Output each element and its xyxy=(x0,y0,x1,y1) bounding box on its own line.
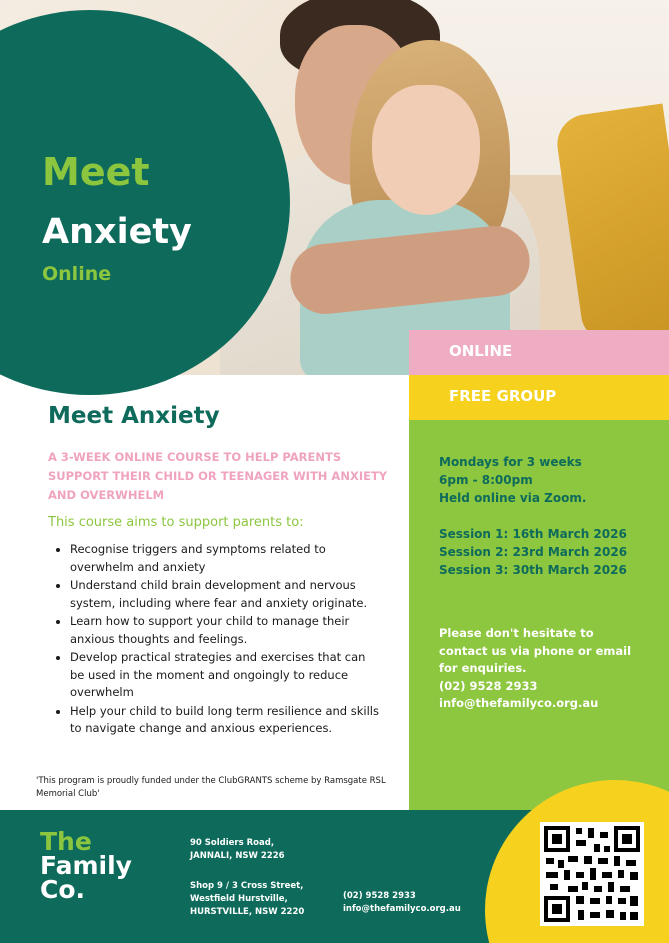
funding-note: 'This program is proudly funded under the ClubGRANTS scheme by Ramsgate RSL Memorial Club' xyxy=(36,776,386,799)
address-jannali-line-2: JANNALI, NSW 2226 xyxy=(190,851,285,861)
course-description xyxy=(0,375,409,810)
address-hurstville xyxy=(190,880,304,919)
aim-item: • Understand child brain development and nervous system, including where fear and anxiety originate. xyxy=(70,577,380,612)
address-jannali-line-1: 90 Soldiers Road, xyxy=(190,838,275,848)
schedule-info xyxy=(439,453,586,507)
session-1: Session 1: 16th March 2026 xyxy=(439,527,627,541)
session-dates xyxy=(439,525,627,579)
online-label: ONLINE xyxy=(449,342,513,360)
session-3: Session 3: 30th March 2026 xyxy=(439,563,627,577)
details-panel xyxy=(409,420,669,810)
schedule-time: 6pm - 8:00pm xyxy=(439,473,533,487)
aims-intro: This course aims to support parents to: xyxy=(48,515,304,530)
schedule-location: Held online via Zoom. xyxy=(439,491,587,505)
free-group-label: FREE GROUP xyxy=(449,387,557,405)
address-hurstville-line-2: Westfield Hurstville, xyxy=(190,894,288,904)
online-banner xyxy=(409,330,669,375)
course-subtitle: A 3-WEEK ONLINE COURSE TO HELP PARENTS SUPPORT THEIR CHILD OR TEENAGER WITH ANXIETY AND OVERWHELM xyxy=(48,450,388,502)
aim-item: • Learn how to support your child to manage their anxious thoughts and feelings. xyxy=(70,613,380,648)
free-group-banner xyxy=(409,375,669,420)
hero-title-meet: Meet xyxy=(42,150,150,194)
aims-list xyxy=(70,541,380,739)
hero-title-anxiety: Anxiety xyxy=(42,212,192,252)
family-co-logo xyxy=(40,827,132,904)
schedule-frequency: Mondays for 3 weeks xyxy=(439,455,582,469)
photo-child-face xyxy=(372,85,480,215)
logo-line-2: Family xyxy=(40,851,132,880)
address-hurstville-line-3: HURSTVILLE, NSW 2220 xyxy=(190,907,305,917)
logo-line-1: The xyxy=(40,827,92,856)
qr-code-graphic xyxy=(544,826,640,922)
qr-code-icon[interactable] xyxy=(540,822,644,926)
footer-email[interactable]: info@thefamilyco.org.au xyxy=(343,904,461,914)
session-2: Session 2: 23rd March 2026 xyxy=(439,545,628,559)
address-jannali xyxy=(190,837,285,863)
contact-phone[interactable]: (02) 9528 2933 xyxy=(439,678,538,693)
aim-item: • Help your child to build long term resilience and skills to navigate change and anxious experiences. xyxy=(70,703,380,738)
aim-item: • Develop practical strategies and exercises that can be used in the moment and ongoingly to reduce overwhelm xyxy=(70,649,380,702)
contact-line-3: for enquiries. xyxy=(439,661,527,675)
logo-line-3: Co. xyxy=(40,875,86,904)
aim-item: • Recognise triggers and symptoms related to overwhelm and anxiety xyxy=(70,541,380,576)
address-hurstville-line-1: Shop 9 / 3 Cross Street, xyxy=(190,881,304,891)
hero-title-online: Online xyxy=(42,263,112,285)
contact-info xyxy=(439,625,631,713)
contact-line-2: contact us via phone or email xyxy=(439,643,632,658)
contact-line-1: Please don't hesitate to xyxy=(439,626,594,640)
footer-phone[interactable]: (02) 9528 2933 xyxy=(343,891,416,901)
course-heading: Meet Anxiety xyxy=(48,403,220,429)
footer-contact xyxy=(343,890,461,916)
contact-email[interactable]: info@thefamilyco.org.au xyxy=(439,696,599,710)
